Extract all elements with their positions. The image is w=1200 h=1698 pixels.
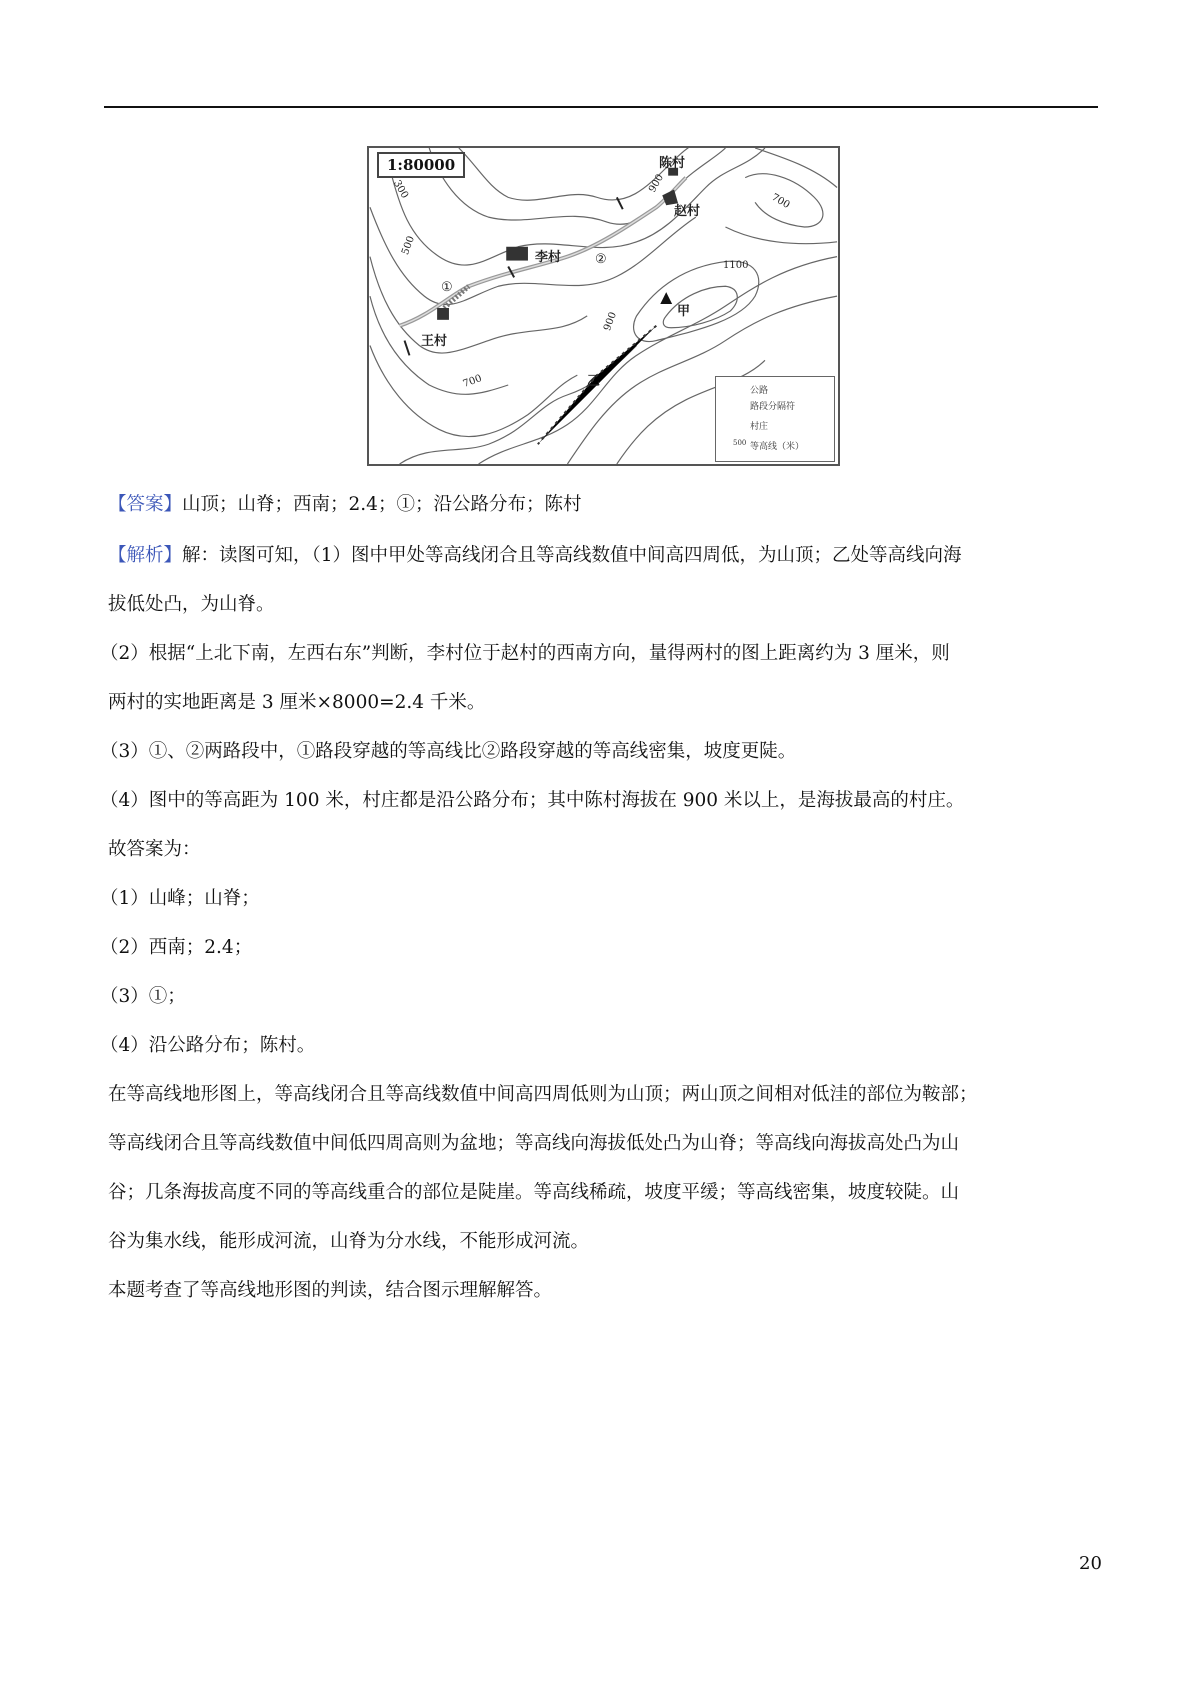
label-chen-village: 陈村 xyxy=(659,156,686,171)
legend-contour: 等高线（米） xyxy=(750,442,805,452)
label-li-village: 李村 xyxy=(535,250,562,265)
analysis-line: 两村的实地距离是 3 厘米×8000=2.4 千米。 xyxy=(108,692,486,713)
label-point-jia: 甲 xyxy=(677,304,691,319)
answer-tag: 【答案】 xyxy=(108,494,183,515)
analysis-line: （4）图中的等高距为 100 米，村庄都是沿公路分布；其中陈村海拔在 900 米以上，是海拔最高的村庄。 xyxy=(100,790,965,811)
header-rule xyxy=(104,106,1098,108)
legend-village: 村庄 xyxy=(750,422,769,432)
analysis-line: （4）沿公路分布；陈村。 xyxy=(100,1035,316,1056)
contour-map xyxy=(367,146,840,466)
label-contour-500: 500 xyxy=(400,234,417,257)
label-contour-300: 300 xyxy=(391,178,411,201)
map-scale: 1:80000 xyxy=(377,152,465,178)
analysis-line: 解：读图可知，（1）图中甲处等高线闭合且等高线数值中间高四周低，为山顶；乙处等高线向海 xyxy=(182,545,962,566)
label-road-2: ② xyxy=(595,252,607,267)
label-road-1: ① xyxy=(441,280,453,295)
analysis-line: （2）根据“上北下南，左西右东”判断，李村位于赵村的西南方向，量得两村的图上距离约为 3 厘米，则 xyxy=(100,643,950,664)
analysis-line: （3）①、②两路段中，①路段穿越的等高线比②路段穿越的等高线密集，坡度更陡。 xyxy=(100,741,797,762)
analysis-line: 等高线闭合且等高线数值中间低四周高则为盆地；等高线向海拔低处凸为山脊；等高线向海拔高处凸为山 xyxy=(108,1133,960,1154)
page-number: 20 xyxy=(1079,1553,1102,1574)
legend-road: 公路 xyxy=(750,386,769,396)
label-contour-900-center: 900 xyxy=(602,310,619,333)
analysis-line: 谷为集水线，能形成河流，山脊为分水线，不能形成河流。 xyxy=(108,1231,590,1252)
analysis-line: 故答案为： xyxy=(108,839,201,860)
analysis-line: （1）山峰；山脊； xyxy=(100,888,260,909)
label-point-yi: 乙 xyxy=(587,374,601,389)
label-zhao-village: 赵村 xyxy=(674,204,701,219)
analysis-line: 谷；几条海拔高度不同的等高线重合的部位是陡崖。等高线稀疏，坡度平缓；等高线密集，坡度较陡。山 xyxy=(108,1182,960,1203)
label-contour-1100: 1100 xyxy=(723,260,749,271)
analysis-line: （3）①； xyxy=(100,986,186,1007)
analysis-tag: 【解析】 xyxy=(108,545,183,566)
legend-cutting: 路段分隔符 xyxy=(750,402,796,412)
legend-contour-sample: 500 xyxy=(733,439,747,447)
analysis-line: 在等高线地形图上，等高线闭合且等高线数值中间高四周低则为山顶；两山顶之间相对低洼的部位为鞍部； xyxy=(108,1084,978,1105)
map-legend xyxy=(715,376,835,462)
answer-text: 山顶；山脊；西南；2.4；①；沿公路分布；陈村 xyxy=(182,494,582,515)
label-contour-700-east: 700 xyxy=(769,191,792,212)
analysis-line: 本题考查了等高线地形图的判读，结合图示理解解答。 xyxy=(108,1280,553,1301)
label-contour-900-north: 900 xyxy=(647,172,667,195)
analysis-line: （2）西南；2.4； xyxy=(100,937,253,958)
label-contour-700-south: 700 xyxy=(461,373,484,390)
analysis-line: 拔低处凸，为山脊。 xyxy=(108,594,275,615)
label-wang-village: 王村 xyxy=(421,334,448,349)
